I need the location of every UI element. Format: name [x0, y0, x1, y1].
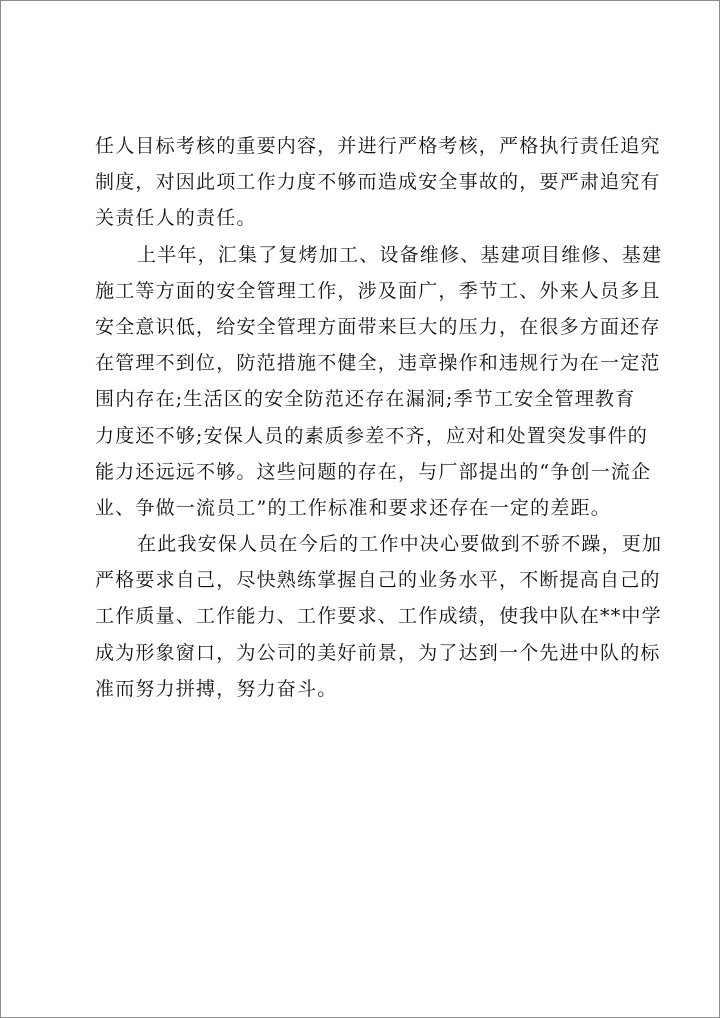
text-line: 任人目标考核的重要内容，并进行严格考核，严格执行责任追究	[95, 135, 661, 157]
text-line: 制度，对因此项工作力度不够而造成安全事故的，要严肃追究有	[95, 171, 661, 194]
text-line: 安全意识低，给安全管理方面带来巨大的压力，在很多方面还存	[95, 315, 661, 338]
text-line: 能力还远远不够。这些问题的存在，与厂部提出的“争创一流企	[95, 460, 652, 483]
text-line: 严格要求自己，尽快熟练掌握自己的业务水平，不断提高自己的	[95, 569, 661, 592]
text-line: 准而努力拼搏，努力奋斗。	[95, 677, 338, 700]
text-line: 围内存在;生活区的安全防范还存在漏洞;季节工安全管理教育	[95, 388, 636, 411]
document-body	[95, 128, 663, 707]
paragraph-2	[95, 237, 663, 527]
text-line: 上半年，汇集了复烤加工、设备维修、基建项目维修、基建	[137, 243, 663, 266]
text-line: 成为形象窗口，为公司的美好前景，为了达到一个先进中队的标	[95, 641, 661, 664]
paragraph-1	[95, 128, 661, 237]
text-line: 在此我安保人员在今后的工作中决心要做到不骄不躁，更加	[137, 533, 663, 556]
paragraph-3	[95, 526, 663, 707]
text-line: 力度还不够;安保人员的素质参差不齐，应对和处置突发事件的	[95, 424, 649, 447]
text-line: 业、争做一流员工”的工作标准和要求还存在一定的差距。	[95, 496, 611, 519]
text-line: 工作质量、工作能力、工作要求、工作成绩，使我中队在**中学	[95, 605, 662, 628]
text-line: 关责任人的责任。	[95, 207, 257, 230]
text-line: 施工等方面的安全管理工作，涉及面广，季节工、外来人员多且	[95, 279, 661, 302]
text-line: 在管理不到位，防范措施不健全，违章操作和违规行为在一定范	[95, 352, 661, 375]
